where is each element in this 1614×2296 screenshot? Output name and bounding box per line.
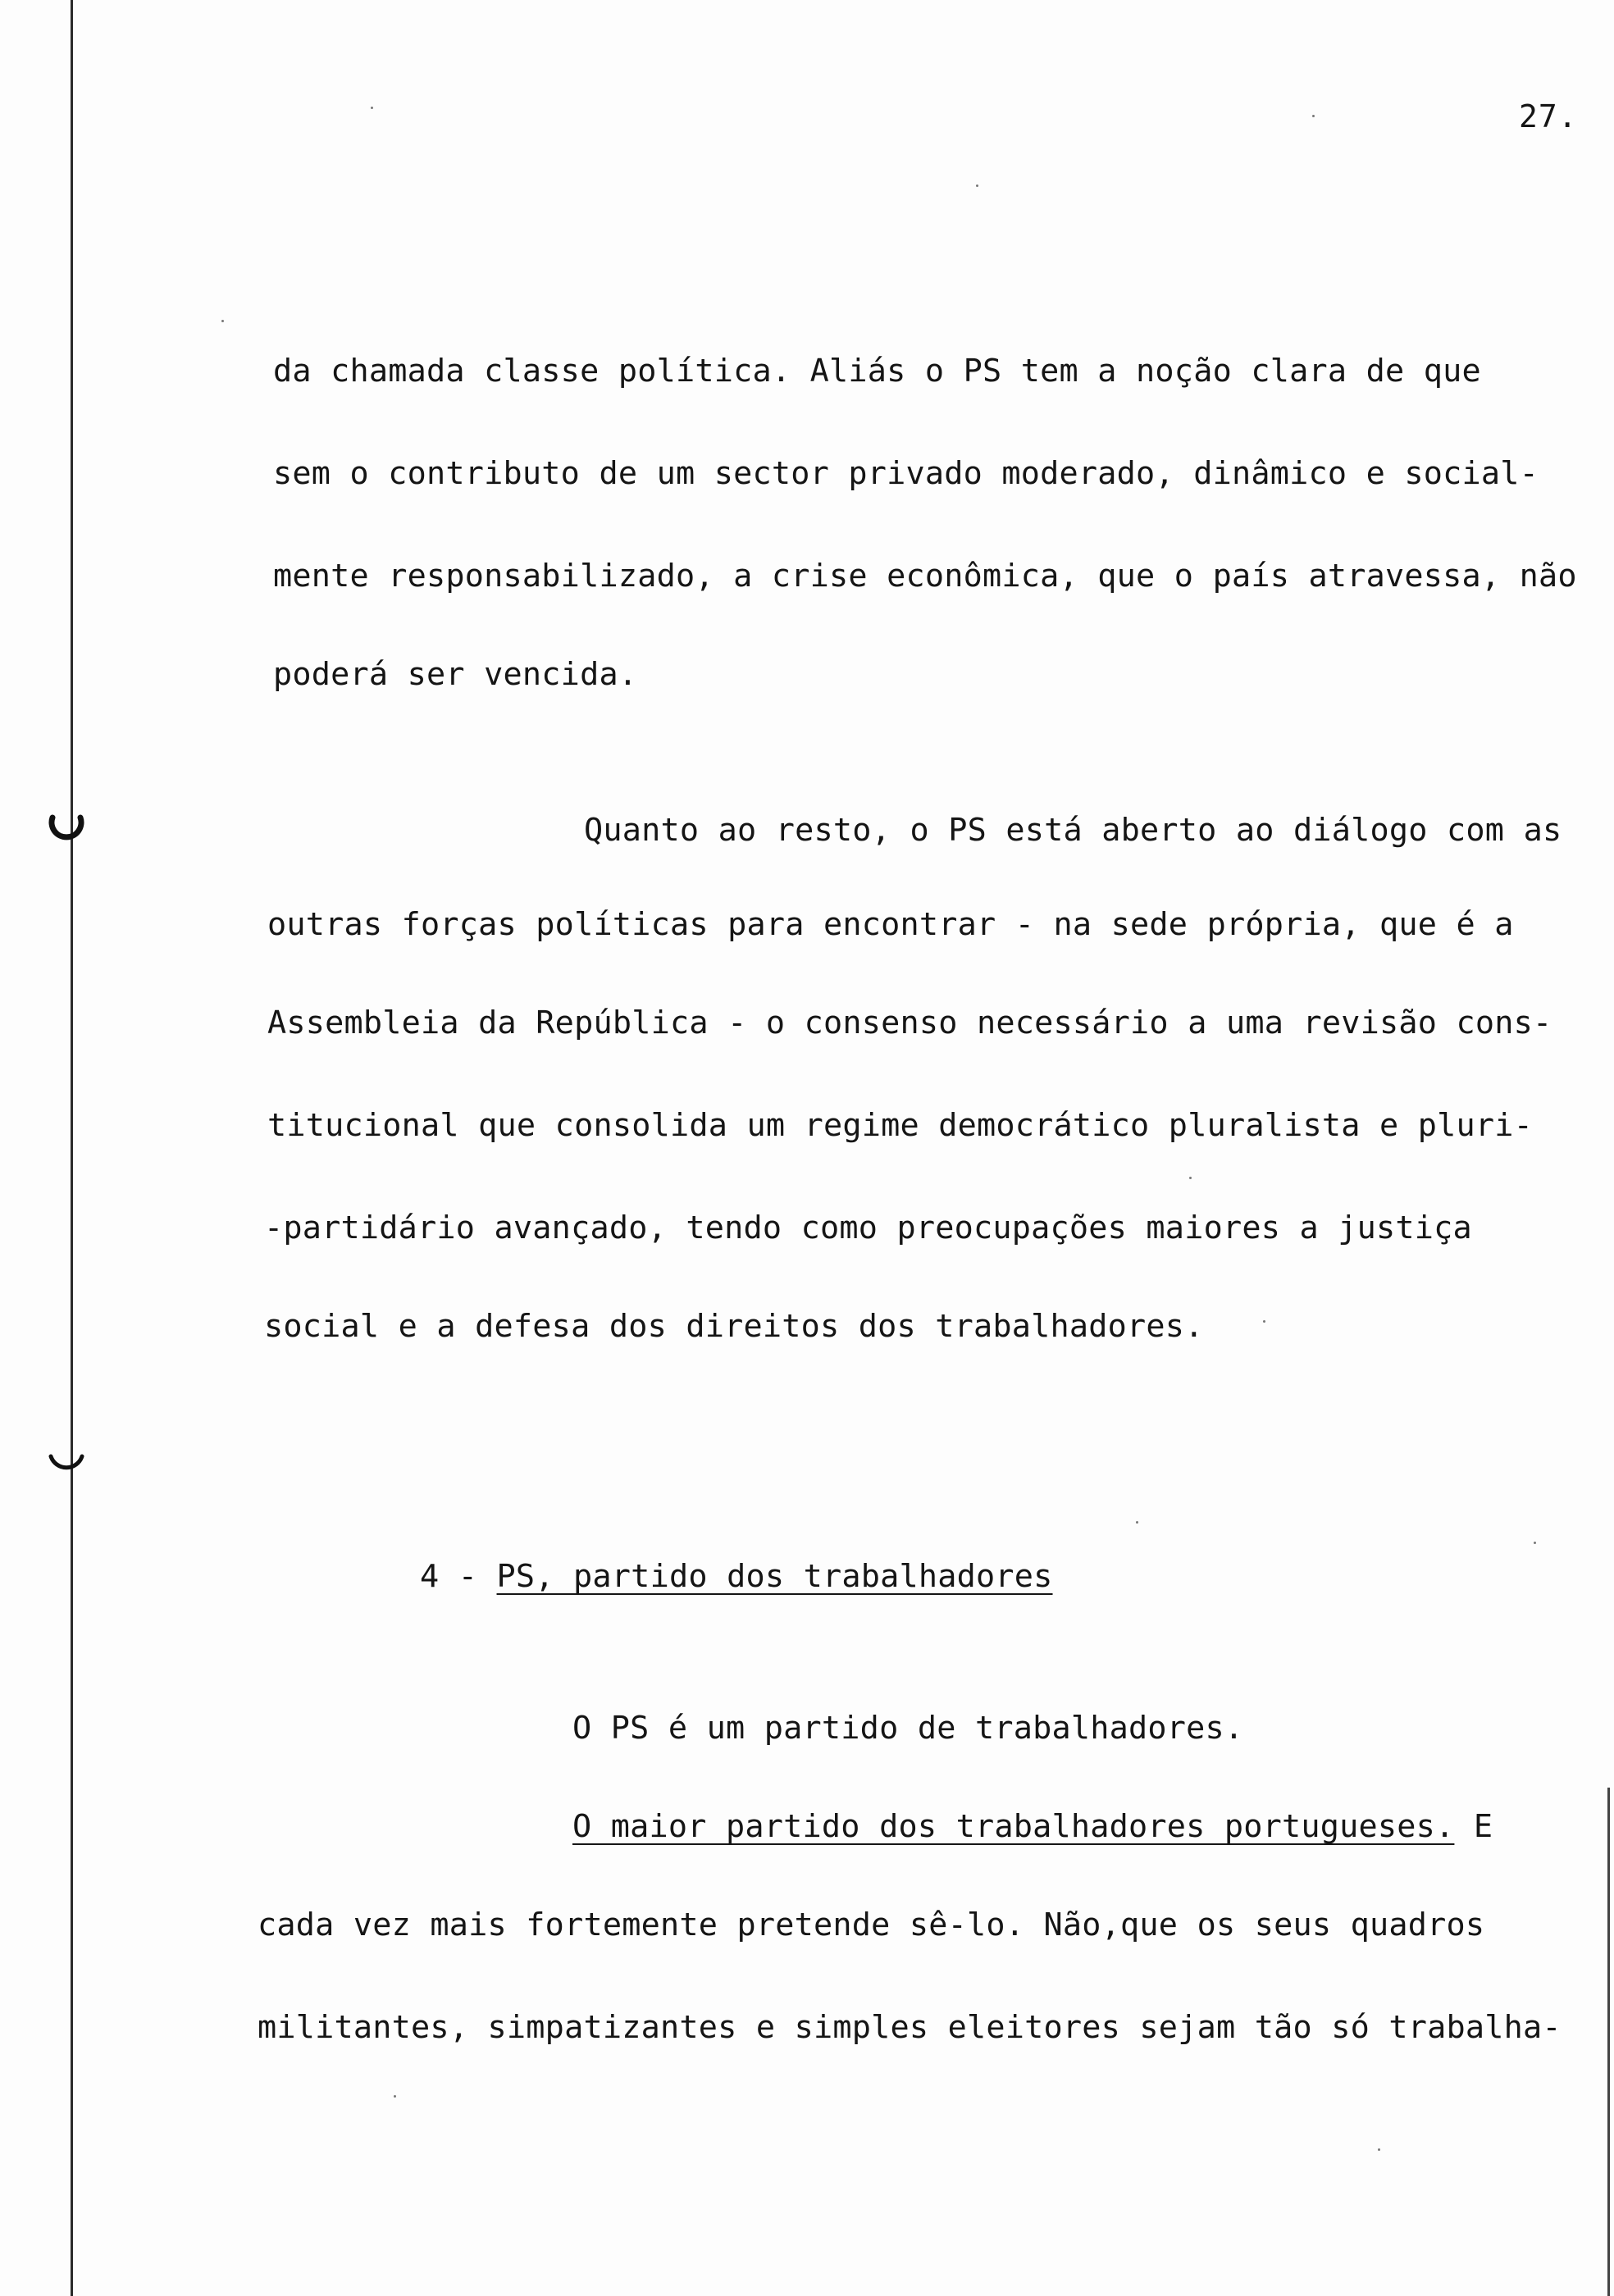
paragraph-1-line: poderá ser vencida. (273, 656, 638, 693)
scan-speck (1189, 1177, 1192, 1179)
paragraph-3-line: O PS é um partido de trabalhadores. (572, 1710, 1244, 1747)
paragraph-4-first-line (572, 1808, 1493, 1845)
left-margin-rule (71, 0, 73, 2296)
paragraph-1-line: sem o contributo de um sector privado moderado, dinâmico e social- (273, 455, 1539, 492)
section-title: PS, partido dos trabalhadores (496, 1558, 1053, 1595)
paragraph-4-line: militantes, simpatizantes e simples eleitores sejam tão só trabalha- (258, 2009, 1562, 2046)
paragraph-1-line: da chamada classe política. Aliás o PS tem a noção clara de que (273, 353, 1481, 390)
punch-hole-bottom-icon (46, 1450, 87, 1491)
section-number: 4 - (420, 1558, 497, 1595)
paragraph-2-line: outras forças políticas para encontrar - na sede própria, que é a (267, 906, 1514, 943)
paragraph-4-line: cada vez mais fortemente pretende sê-lo. Não,que os seus quadros (258, 1906, 1485, 1943)
scan-speck (1534, 1542, 1536, 1544)
scan-speck (394, 2095, 396, 2098)
paragraph-2-line: Assembleia da República - o consenso necessário a uma revisão cons- (267, 1004, 1552, 1041)
scan-speck (371, 107, 373, 109)
paragraph-1-line: mente responsabilizado, a crise econômica, que o país atravessa, não (273, 558, 1577, 594)
right-edge-rule (1607, 1788, 1610, 2296)
scan-speck (1378, 2148, 1380, 2151)
paragraph-2-line: -partidário avançado, tendo como preocupações maiores a justiça (264, 1210, 1472, 1246)
paragraph-4-line-tail: E (1454, 1808, 1493, 1845)
scan-speck (221, 320, 224, 322)
punch-hole-top-icon (46, 808, 87, 849)
scan-speck (1263, 1320, 1265, 1323)
scan-speck (1312, 115, 1315, 117)
paragraph-2-line: Quanto ao resto, o PS está aberto ao diálogo com as (584, 812, 1562, 849)
underlined-phrase: O maior partido dos trabalhadores portugueses. (572, 1808, 1455, 1845)
scan-speck (976, 184, 978, 187)
scan-speck (1136, 1521, 1138, 1524)
paragraph-2-line: titucional que consolida um regime democrático pluralista e pluri- (267, 1107, 1534, 1144)
page-number: 27. (1519, 98, 1578, 134)
section-heading (420, 1558, 1053, 1595)
paragraph-2-line: social e a defesa dos direitos dos trabalhadores. (264, 1308, 1204, 1345)
